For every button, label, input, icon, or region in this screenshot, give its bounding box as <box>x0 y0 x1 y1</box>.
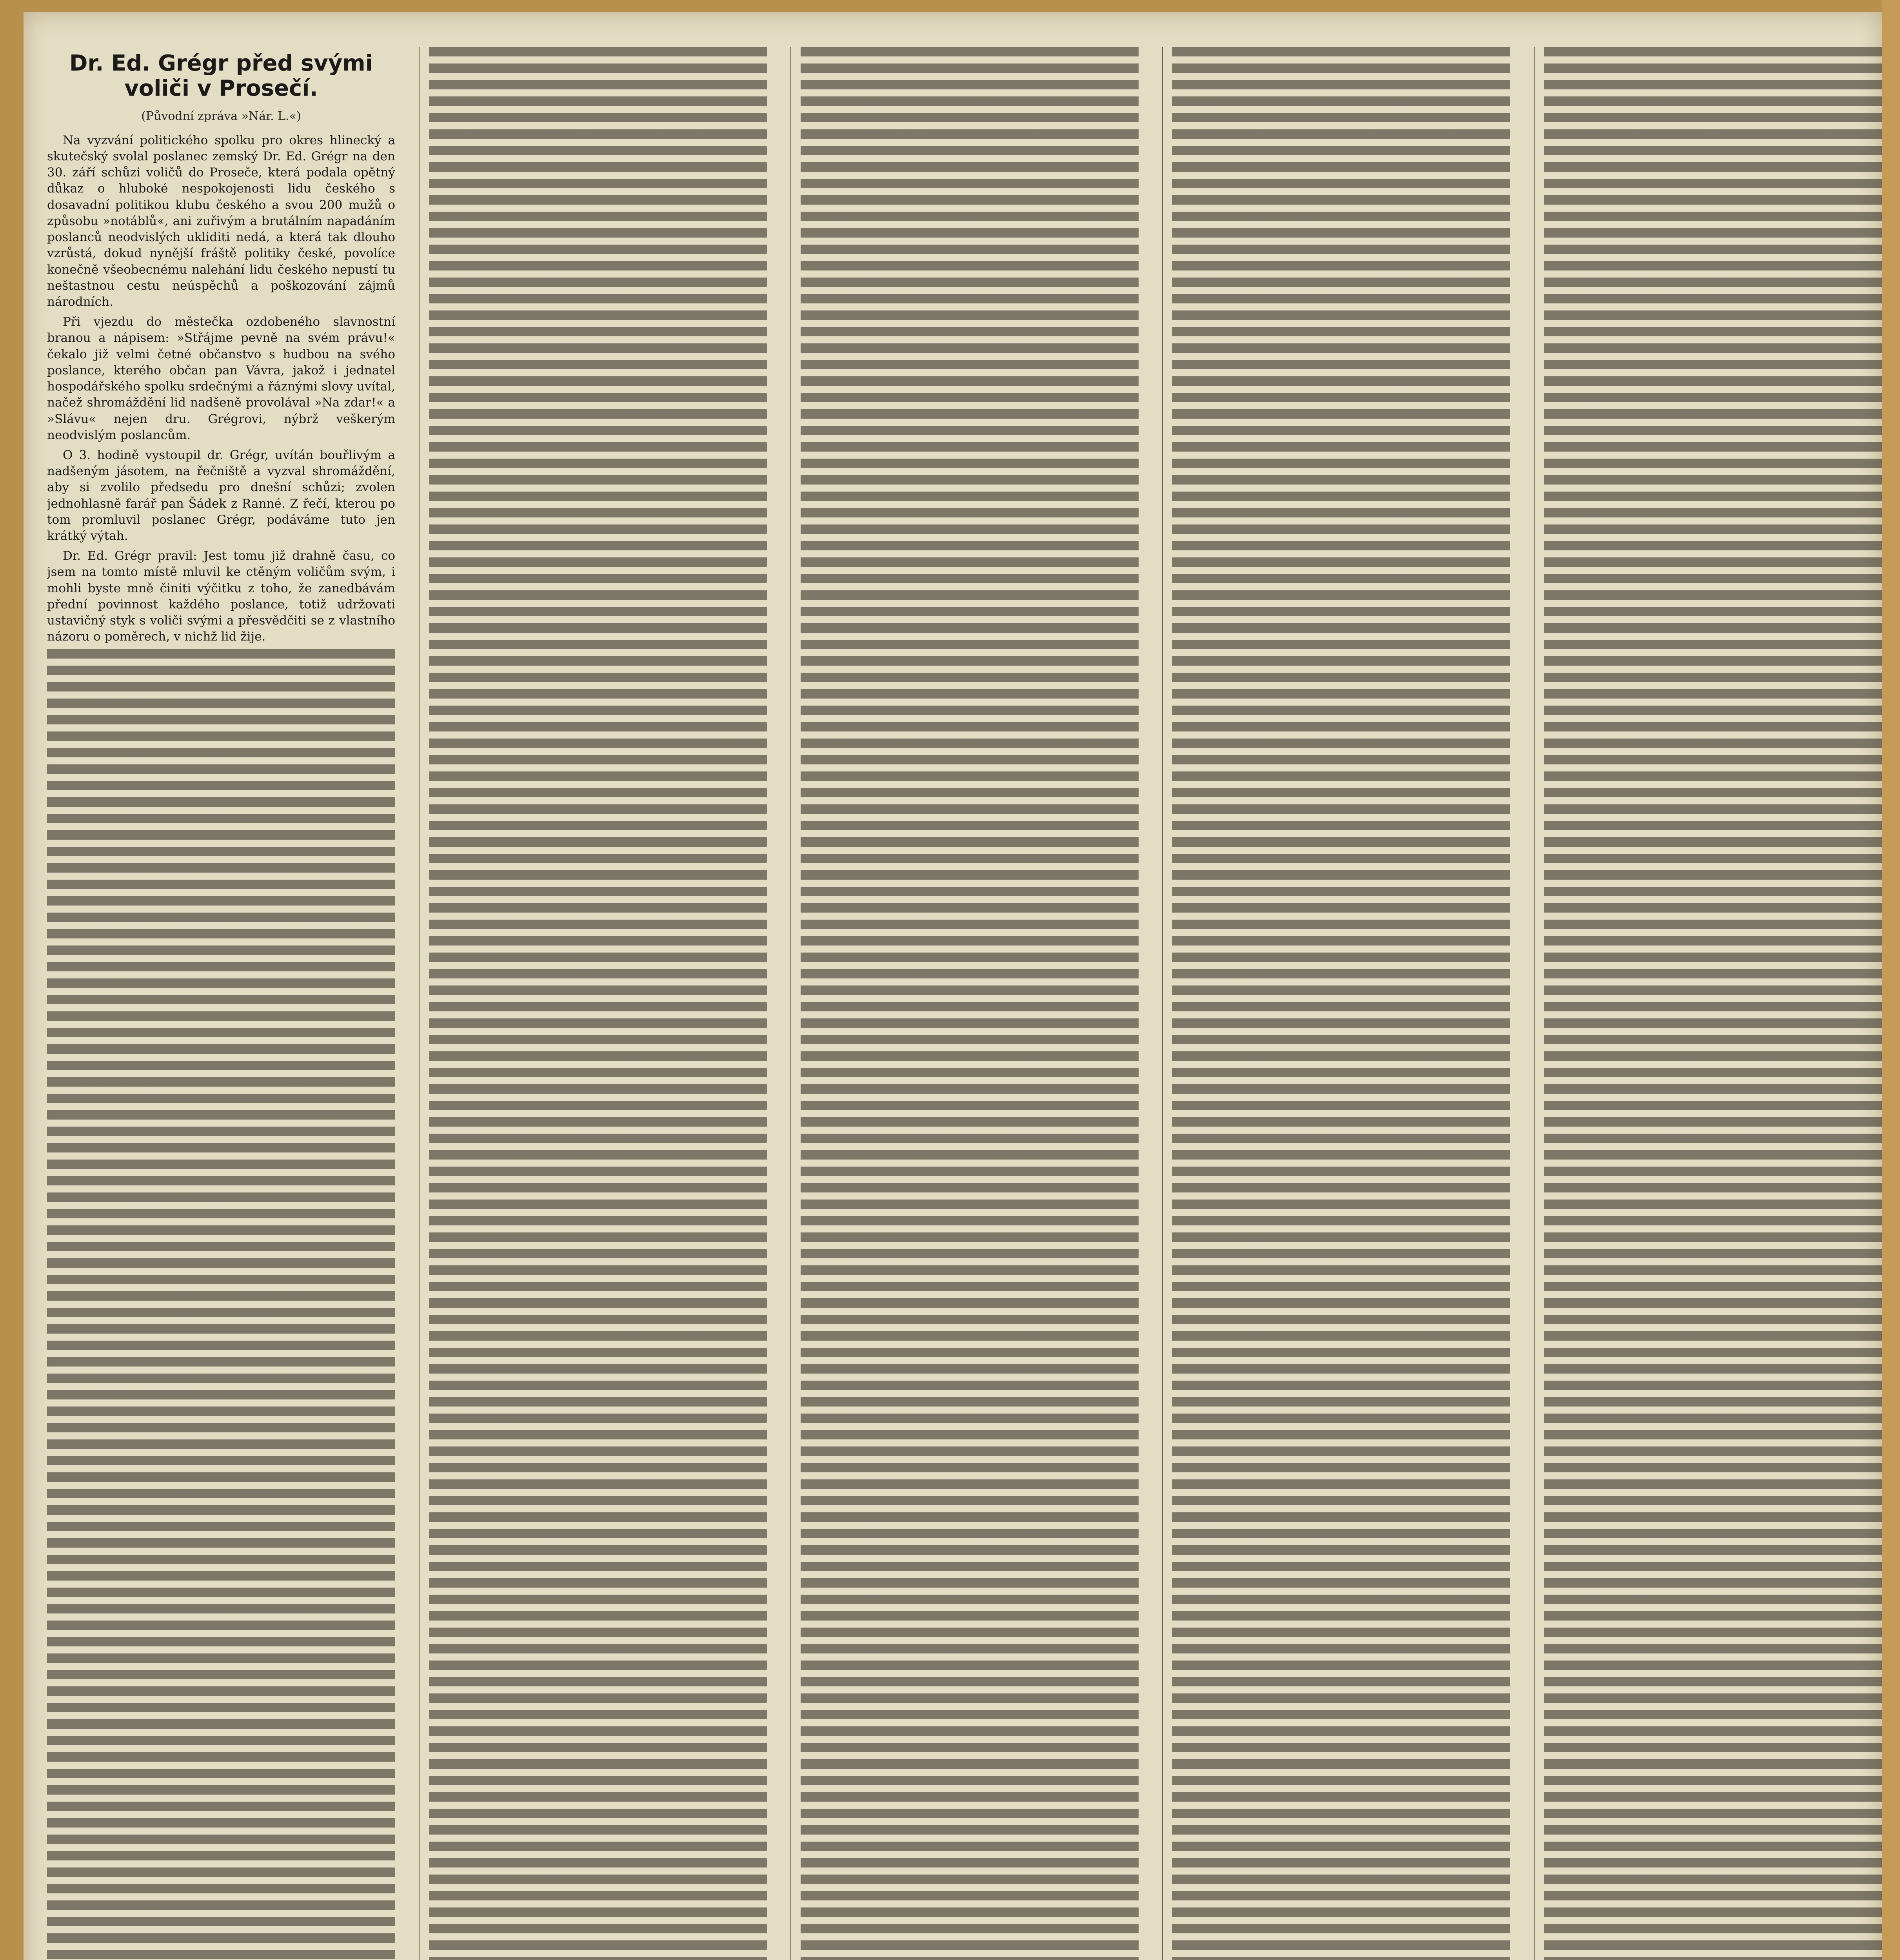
article-title: Dr. Ed. Grégr před svými voliči v Prosečí. <box>69 51 373 102</box>
continued-text-block <box>429 47 767 1960</box>
article-paragraph: O 3. hodině vystoupil dr. Grégr, uvítán bouřlivým a nadšeným jásotem, na řečniště a vyzval shromáždění, aby si zvolilo předsedu pro dnešní schůzi; zvolen jednohlasně farář pan Šádek z Ranné. Z řečí, kterou po tom promluvil poslanec Grégr, podáváme tuto jen krátký výtah. <box>47 448 395 543</box>
page-content <box>47 47 1882 1960</box>
article-byline: (Původní zpráva »Nár. L.«) <box>141 109 301 123</box>
continued-text-block <box>1172 47 1510 1960</box>
column-5 <box>1534 47 1882 1960</box>
column-4 <box>1162 47 1510 1960</box>
article-paragraph: Při vjezdu do městečka ozdobeného slavnostní branou a nápisem: »Střájme pevně na svém právu!« čekalo již velmi četné občanstvo s hudbou na svého poslance, kterého občan pan Vávra, jakož i jednatel hospodářského spolku srdečnými a řáznými slovy uvítal, načež shromáždění lid nadšeně provolával »Na zdar!« a »Slávu« nejen dru. Grégrovi, nýbrž veškerým neodvislým poslancům. <box>47 315 395 442</box>
article-paragraph: Na vyzvání politického spolku pro okres hlinecký a skutečský svolal poslanec zemský Dr. Ed. Grégr na den 30. září schůzi voličů do Proseče, která podala opětný důkaz o hluboké nespokojenosti lidu českého s dosavadní politikou klubu českého a svou 200 mužů o způsobu »notáblů«, ani zuřivým a brutálním napadáním poslanců neodvislých ukliditi nedá, a která tak dlouho vzrůstá, dokud nynější fráště politiky české, povolíce konečně všeobecnému nalehání lidu českého nepustí tu neštastnou cestu neúspěchů a poškozování zájmů národních. <box>47 133 395 309</box>
paper-edge <box>1882 0 1900 1960</box>
continued-text-block <box>1544 47 1882 1960</box>
column-1 <box>47 47 395 1960</box>
column-2 <box>419 47 767 1960</box>
continued-text-block <box>801 47 1139 1960</box>
continued-text-block <box>47 649 395 1960</box>
article-paragraph: Dr. Ed. Grégr pravil: Jest tomu již drahně času, co jsem na tomto místě mluvil ke ctěným voličům svým, i mohli byste mně činiti výčitku z toho, že zanedbávám přední povinnost každého poslance, totiž udržovati ustavičný styk s voliči svými a přesvědčiti se z vlastního názoru o poměrech, v nichž lid žije. <box>47 549 395 644</box>
column-3 <box>790 47 1139 1960</box>
